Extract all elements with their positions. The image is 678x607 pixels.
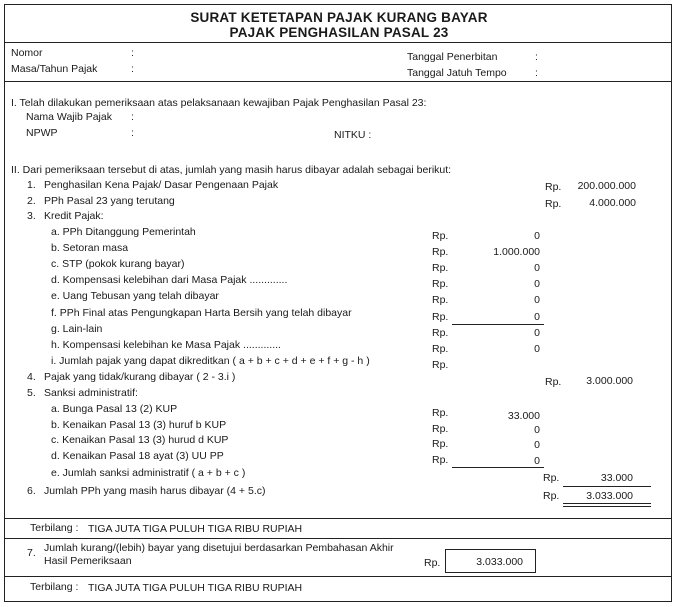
item3-number: 3.	[27, 210, 36, 222]
kredit-i-rp: Rp.	[432, 359, 449, 371]
kredit-c-label: c. STP (pokok kurang bayar)	[51, 258, 185, 270]
item1-rp: Rp.	[545, 181, 562, 193]
nitku-label: NITKU :	[334, 129, 372, 141]
item2-label: PPh Pasal 23 yang terutang	[44, 195, 175, 207]
kredit-e-rp: Rp.	[432, 294, 449, 306]
total-line	[563, 486, 651, 487]
item1-label: Penghasilan Kena Pajak/ Dasar Pengenaan Pajak	[44, 179, 279, 191]
item6-rp: Rp.	[543, 490, 560, 502]
nama-wp-colon: :	[131, 111, 134, 123]
masa-label: Masa/Tahun Pajak	[11, 63, 98, 75]
kredit-a-label: a. PPh Ditanggung Pemerintah	[51, 226, 196, 238]
document-frame	[4, 4, 672, 602]
npwp-label: NPWP	[26, 127, 58, 139]
divider	[4, 518, 672, 519]
section1-heading: I. Telah dilakukan pemeriksaan atas pelaksanaan kewajiban Pajak Penghasilan Pasal 23:	[11, 97, 427, 109]
sanksi-a-rp: Rp.	[432, 407, 449, 419]
kredit-b-label: b. Setoran masa	[51, 242, 129, 254]
divider	[4, 576, 672, 577]
document-subtitle: PAJAK PENGHASILAN PASAL 23	[229, 25, 449, 40]
item7-label-line1: Jumlah kurang/(lebih) bayar yang disetujui berdasarkan Pembahasan Akhir	[44, 542, 394, 554]
masa-colon: :	[131, 63, 134, 75]
subtotal-line	[452, 467, 544, 468]
item6-value: 3.033.000	[586, 490, 633, 502]
nomor-colon: :	[131, 47, 134, 59]
kredit-f-rp: Rp.	[432, 311, 449, 323]
kredit-h-rp: Rp.	[432, 343, 449, 355]
section2-heading: II. Dari pemeriksaan tersebut di atas, jumlah yang masih harus dibayar adalah sebagai berikut:	[11, 164, 452, 176]
kredit-g-rp: Rp.	[432, 327, 449, 339]
sanksi-b-value: 0	[534, 424, 540, 436]
item1-number: 1.	[27, 179, 36, 191]
kredit-g-label: g. Lain-lain	[51, 323, 103, 335]
kredit-d-rp: Rp.	[432, 278, 449, 290]
sanksi-b-label: b. Kenaikan Pasal 13 (3) huruf b KUP	[51, 419, 227, 431]
kredit-a-value: 0	[534, 230, 540, 242]
item6-label: Jumlah PPh yang masih harus dibayar (4 + 5.c)	[44, 485, 266, 497]
item6-number: 6.	[27, 485, 36, 497]
kredit-f-value: 0	[534, 311, 540, 323]
sanksi-a-label: a. Bunga Pasal 13 (2) KUP	[51, 403, 178, 415]
item1-value: 200.000.000	[577, 180, 636, 192]
nomor-label: Nomor	[11, 47, 43, 59]
document-title: SURAT KETETAPAN PAJAK KURANG BAYAR	[190, 10, 488, 25]
kredit-a-rp: Rp.	[432, 230, 449, 242]
kredit-g-value: 0	[534, 327, 540, 339]
item2-rp: Rp.	[545, 198, 562, 210]
tgl-jatuh-colon: :	[535, 67, 538, 79]
item7-rp: Rp.	[424, 557, 441, 569]
tgl-terbit-label: Tanggal Penerbitan	[407, 51, 498, 63]
sanksi-d-value: 0	[534, 455, 540, 467]
item3-label: Kredit Pajak:	[44, 210, 104, 222]
nama-wp-label: Nama Wajib Pajak	[26, 111, 112, 123]
double-underline-top	[563, 503, 651, 504]
terbilang1-text: TIGA JUTA TIGA PULUH TIGA RIBU RUPIAH	[88, 523, 303, 535]
item7-value: 3.033.000	[476, 556, 523, 568]
sanksi-c-value: 0	[534, 439, 540, 451]
sanksi-a-value: 33.000	[507, 410, 540, 422]
sanksi-d-rp: Rp.	[432, 454, 449, 466]
item4-label: Pajak yang tidak/kurang dibayar ( 2 - 3.i )	[44, 371, 236, 383]
kredit-c-value: 0	[534, 262, 540, 274]
divider	[4, 538, 672, 539]
double-underline-bottom	[563, 506, 651, 507]
sanksi-c-label: c. Kenaikan Pasal 13 (3) hurud d KUP	[51, 434, 229, 446]
terbilang1-label: Terbilang :	[30, 522, 79, 534]
kredit-h-label: h. Kompensasi kelebihan ke Masa Pajak .............	[51, 339, 281, 351]
divider	[4, 81, 672, 82]
kredit-i-label: i. Jumlah pajak yang dapat dikreditkan ( a + b + c + d + e + f + g - h )	[51, 355, 370, 367]
kredit-h-value: 0	[534, 343, 540, 355]
kredit-d-label: d. Kompensasi kelebihan dari Masa Pajak .............	[51, 274, 288, 286]
item4-rp: Rp.	[545, 376, 562, 388]
kredit-b-rp: Rp.	[432, 246, 449, 258]
tgl-terbit-colon: :	[535, 51, 538, 63]
kredit-d-value: 0	[534, 278, 540, 290]
item5-label: Sanksi administratif:	[44, 387, 138, 399]
item4-number: 4.	[27, 371, 36, 383]
kredit-c-rp: Rp.	[432, 262, 449, 274]
npwp-colon: :	[131, 127, 134, 139]
kredit-e-label: e. Uang Tebusan yang telah dibayar	[51, 290, 219, 302]
terbilang2-label: Terbilang :	[30, 581, 79, 593]
tgl-jatuh-label: Tanggal Jatuh Tempo	[407, 67, 507, 79]
item5-number: 5.	[27, 387, 36, 399]
sanksi-d-label: d. Kenaikan Pasal 18 ayat (3) UU PP	[51, 450, 224, 462]
kredit-b-value: 1.000.000	[493, 246, 540, 258]
sanksi-b-rp: Rp.	[432, 423, 449, 435]
item4-value: 3.000.000	[586, 375, 633, 387]
kredit-e-value: 0	[534, 294, 540, 306]
item2-number: 2.	[27, 195, 36, 207]
sanksi-e-label: e. Jumlah sanksi administratif ( a + b + c )	[51, 467, 246, 479]
sanksi-e-rp: Rp.	[543, 472, 560, 484]
item2-value: 4.000.000	[589, 197, 636, 209]
terbilang2-text: TIGA JUTA TIGA PULUH TIGA RIBU RUPIAH	[88, 582, 303, 594]
subtotal-line	[452, 324, 544, 325]
item7-number: 7.	[27, 547, 36, 559]
divider	[4, 42, 672, 43]
item7-label-line2: Hasil Pemeriksaan	[44, 555, 132, 567]
sanksi-e-value: 33.000	[600, 472, 633, 484]
kredit-f-label: f. PPh Final atas Pengungkapan Harta Bersih yang telah dibayar	[51, 307, 352, 319]
sanksi-c-rp: Rp.	[432, 438, 449, 450]
